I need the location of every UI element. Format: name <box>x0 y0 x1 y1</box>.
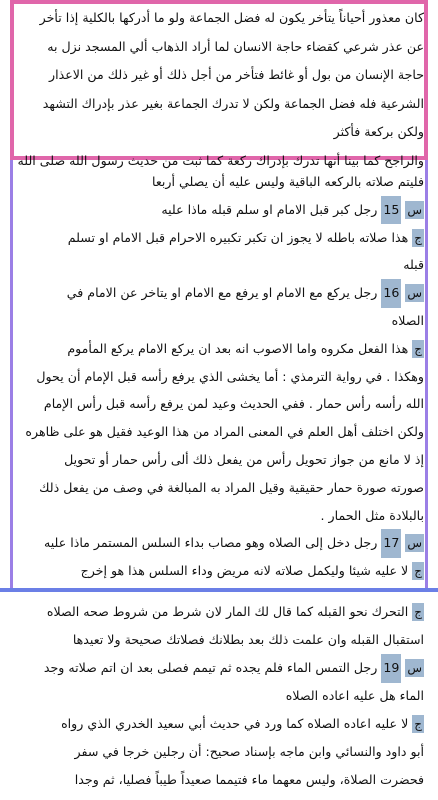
text-line <box>16 682 424 710</box>
answer-line <box>16 224 424 252</box>
question-line <box>16 279 424 307</box>
line-text: ولكن بركعة فأكثر <box>333 124 424 139</box>
text-line <box>16 626 424 654</box>
line-text: فحضرت الصلاة، وليس معهما ماء فتيمما صعيداً طيباً فصليا، ثم وجدا <box>74 772 424 787</box>
question-number: 16 <box>381 279 401 308</box>
line-text: الله رأسه رأس حمار . ففي الحديث وعيد لمن يرفع رأسه قبل رأس الإمام <box>43 396 424 412</box>
text-line <box>16 61 424 90</box>
line-text: هذا صلاته باطله لا يجوز ان تكبر تكبيره الاحرام قبل الامام او تسلم <box>67 229 409 245</box>
question-line <box>16 654 424 682</box>
text-line <box>16 446 424 474</box>
answer-marker: ج <box>414 717 422 731</box>
line-text: رجل يركع مع الامام او يرفع مع الامام او يتاخر عن الامام في <box>66 285 378 301</box>
answer-marker: ج <box>414 341 422 356</box>
text-line <box>16 474 424 502</box>
answer-marker: ج <box>414 605 422 619</box>
line-text: هذا الفعل مكروه واما الاصوب انه بعد ان يركع الامام يركع المأموم <box>67 340 409 356</box>
line-text: رجل التمس الماء فلم يجده ثم تيمم فصلى بعد ان اتم صلاته وجد <box>43 660 378 675</box>
question-marker: س <box>407 536 422 551</box>
line-text: قبله <box>403 257 424 273</box>
text-line <box>16 251 424 279</box>
line-text: صورته صورة حمار حقيقية وقيل المراد به المبالغة في وصف من يفعل ذلك <box>39 479 424 495</box>
text-line <box>16 118 424 147</box>
text-line <box>16 363 424 391</box>
answer-line <box>16 557 424 585</box>
line-text: عن عذر شرعي كقضاء حاجة الانسان لما أراد الذهاب ألي المسجد نزل به <box>47 38 424 54</box>
question-line <box>16 196 424 224</box>
text-block-bottom <box>16 598 424 794</box>
line-text: استقبال القبله وان علمت ذلك بعد بطلانك فصلاتك صحيحة ولا تعيدها <box>72 632 424 647</box>
text-line <box>16 90 424 119</box>
line-text: رجل دخل إلى الصلاه وهو مصاب بداء السلس المستمر ماذا عليه <box>43 535 378 551</box>
question-number: 19 <box>381 654 401 683</box>
line-text: كان معذور أحياناً يتأخر يكون له فضل الجماعة ولو ما أدركها بالكلية إذا تأخر <box>39 10 424 25</box>
question-marker: س <box>407 286 422 301</box>
question-marker: س <box>407 202 422 217</box>
line-text: فليتم صلاته بالركعه الباقية وليس عليه أن يصلي أربعا <box>151 174 424 189</box>
text-line <box>16 390 424 418</box>
text-block-middle <box>16 168 424 585</box>
text-line <box>16 766 424 794</box>
line-text: الشرعية فله فضل الجماعة ولكن لا تدرك الجماعة بغير عذر بإدراك التشهد <box>42 95 424 111</box>
text-line <box>16 307 424 335</box>
question-line <box>16 529 424 557</box>
question-marker: س <box>407 661 422 675</box>
text-line <box>16 33 424 62</box>
line-text: إذ لا مانع من جواز تحويل رأس من يفعل ذلك ألى رأس حمار أو تحويل <box>64 451 424 467</box>
line-text: أبو داود والنسائي وابن ماجه بإسناد صحيح: أن رجلين خرجا في سفر <box>74 744 424 759</box>
question-number: 15 <box>381 196 401 225</box>
line-text: لا عليه اعاده الصلاه كما ورد في حديث أبي سعيد الخدري الذي رواه <box>61 716 409 731</box>
text-line <box>16 418 424 446</box>
answer-line <box>16 710 424 738</box>
divider-line <box>0 588 438 592</box>
line-text: رجل كبر قبل الامام او سلم قبله ماذا عليه <box>161 201 378 217</box>
text-line <box>16 4 424 33</box>
line-text: ولكن اختلف أهل العلم في المعنى المراد من هذا الوعيد فقيل هو على ظاهره <box>25 424 424 440</box>
text-line <box>16 502 424 530</box>
answer-line <box>16 598 424 626</box>
text-block-top <box>16 4 424 175</box>
line-text: وهكذا . في رواية الترمذي : أما يخشى الذي يرفع رأسه قبل الإمام أن يحول <box>36 368 424 384</box>
line-text: الماء هل عليه اعاده الصلاه <box>285 688 424 703</box>
question-number: 17 <box>381 529 401 558</box>
text-line <box>16 168 424 196</box>
line-text: بالبلادة مثل الحمار . <box>320 507 424 523</box>
answer-marker: ج <box>414 564 422 579</box>
answer-marker: ج <box>414 230 422 245</box>
line-text: الصلاه <box>391 312 424 328</box>
line-text: حاجة الإنسان من بول أو غائط فتأخر من أجل ذلك أو غير ذلك من الاعذار <box>49 67 424 82</box>
line-text: لا عليه شيئا وليكمل صلاته لانه مريض وداء السلس هذا هو إخرج <box>80 563 409 579</box>
text-line <box>16 738 424 766</box>
line-text: التحرك نحو القبله كما قال لك المار لان شرط من شروط صحه الصلاه <box>46 604 409 619</box>
line-text: والراجح كما بينا أنها تدرك بإدراك ركعة كما ثبت من حديث رسول الله صلى الله <box>17 152 424 168</box>
answer-line <box>16 335 424 363</box>
